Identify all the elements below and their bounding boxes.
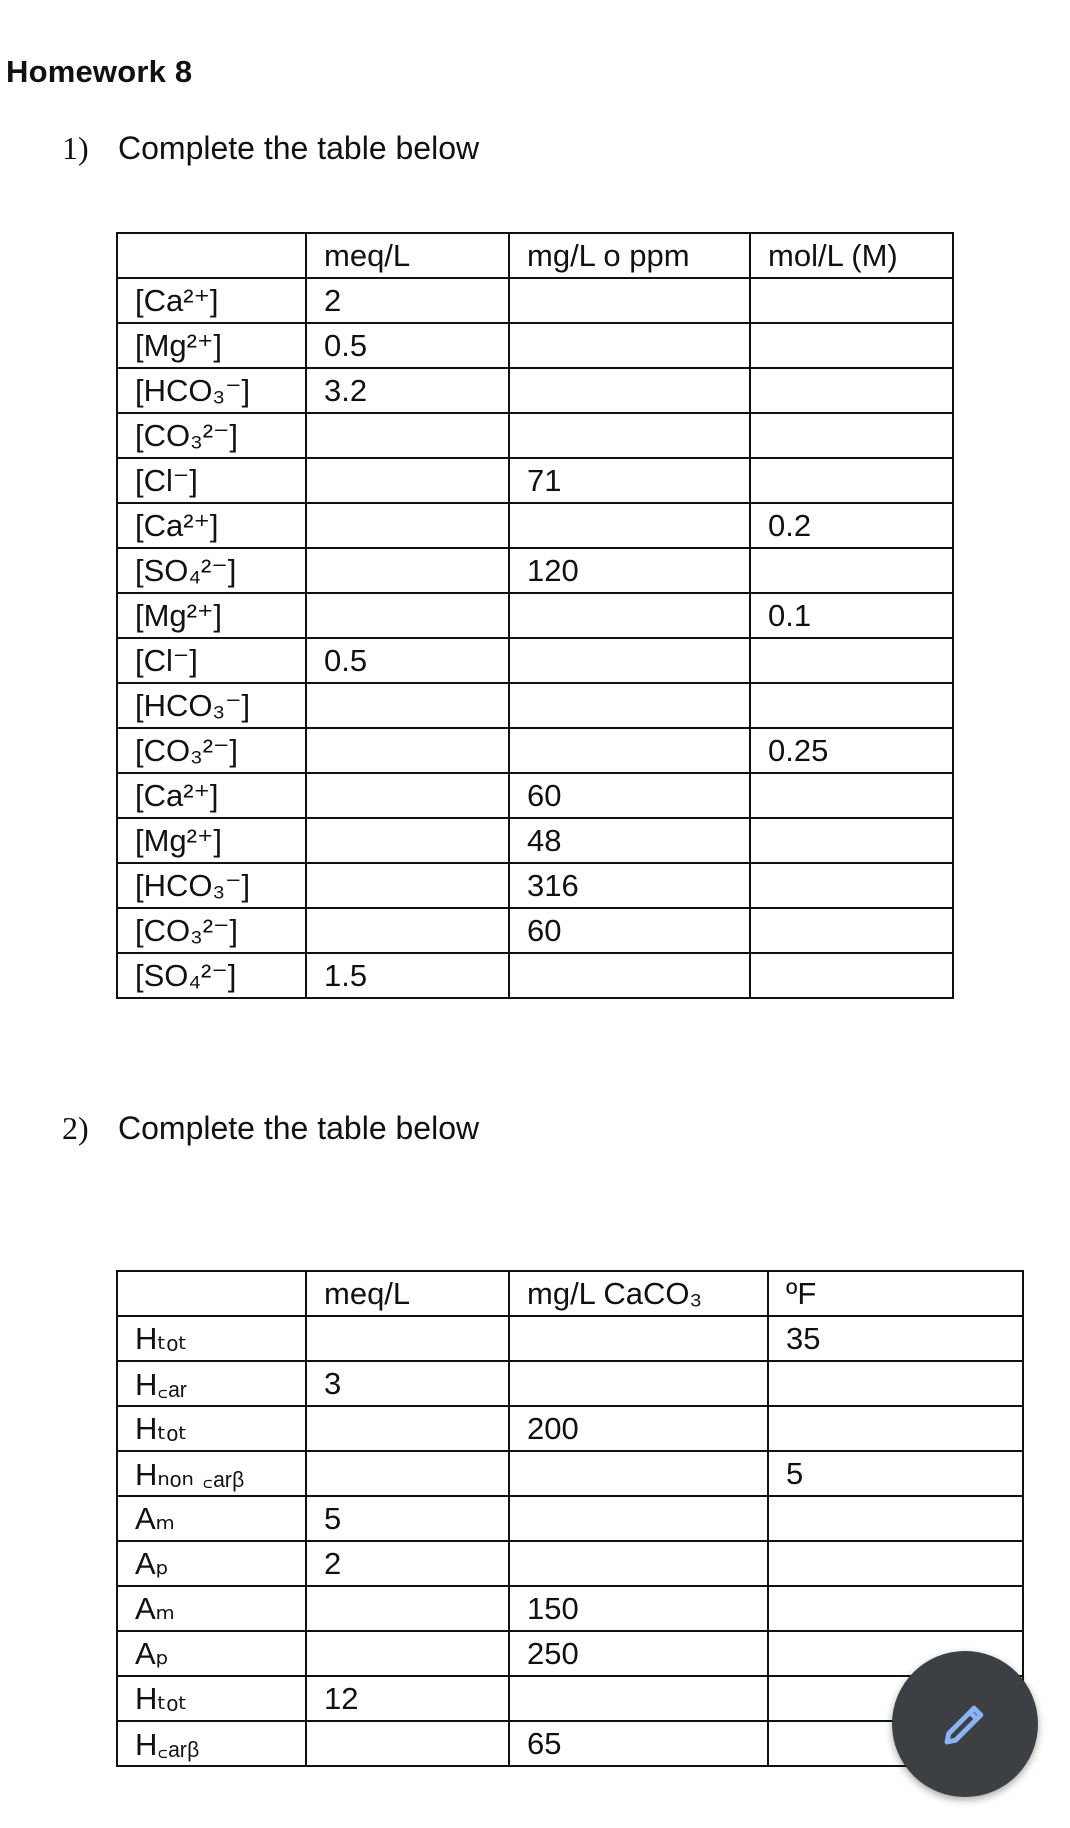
column-header: ºF [768, 1271, 1023, 1316]
table-cell [509, 1451, 768, 1496]
ion-row [117, 593, 953, 638]
table-cell [750, 863, 953, 908]
table-cell: 5 [306, 1496, 509, 1541]
table-cell [306, 1721, 509, 1766]
row-label: [SO₄²⁻] [117, 953, 306, 998]
row-label: [Mg²⁺] [117, 593, 306, 638]
ion-table-body [117, 233, 953, 998]
hardness-row [117, 1451, 1023, 1496]
row-label: H꜀ₐᵣᵦ [117, 1721, 306, 1766]
question-2-heading [62, 1110, 479, 1147]
column-header: mol/L (M) [750, 233, 953, 278]
table-cell: 60 [509, 773, 750, 818]
table-cell: 0.5 [306, 323, 509, 368]
ion-row [117, 683, 953, 728]
table-cell [768, 1496, 1023, 1541]
ion-row [117, 413, 953, 458]
table-cell: 150 [509, 1586, 768, 1631]
table-cell [768, 1586, 1023, 1631]
hardness-row [117, 1541, 1023, 1586]
table-cell: 65 [509, 1721, 768, 1766]
ion-row [117, 728, 953, 773]
ion-row [117, 323, 953, 368]
row-label: [Ca²⁺] [117, 503, 306, 548]
table-cell: 71 [509, 458, 750, 503]
row-label: [CO₃²⁻] [117, 908, 306, 953]
table-cell: 3 [306, 1361, 509, 1406]
column-header: meq/L [306, 233, 509, 278]
hardness-row [117, 1406, 1023, 1451]
table-cell [750, 413, 953, 458]
table-cell [750, 278, 953, 323]
table-cell [509, 1676, 768, 1721]
table-cell [306, 1451, 509, 1496]
table-cell [509, 1361, 768, 1406]
table-cell [306, 818, 509, 863]
table-cell: 48 [509, 818, 750, 863]
table-cell [306, 503, 509, 548]
row-label: [Ca²⁺] [117, 278, 306, 323]
table-cell: 316 [509, 863, 750, 908]
row-label: Hₜₒₜ [117, 1406, 306, 1451]
ion-row [117, 818, 953, 863]
row-label: Hₙₒₙ ꜀ₐᵣᵦ [117, 1451, 306, 1496]
row-label: [Cl⁻] [117, 458, 306, 503]
table-cell [509, 1316, 768, 1361]
document-title: Homework 8 [6, 54, 193, 89]
table-cell [306, 458, 509, 503]
ion-row [117, 548, 953, 593]
row-label: [Cl⁻] [117, 638, 306, 683]
hardness-row [117, 1316, 1023, 1361]
table-cell [509, 1541, 768, 1586]
table-cell [306, 728, 509, 773]
question-1-number: 1) [62, 130, 89, 166]
row-label: [Mg²⁺] [117, 323, 306, 368]
table-cell [509, 593, 750, 638]
table-cell [306, 1316, 509, 1361]
row-label: Aₚ [117, 1631, 306, 1676]
row-label: [CO₃²⁻] [117, 728, 306, 773]
table-cell [509, 638, 750, 683]
row-label: [HCO₃⁻] [117, 863, 306, 908]
table-cell: 250 [509, 1631, 768, 1676]
table-cell: 60 [509, 908, 750, 953]
column-header: meq/L [306, 1271, 509, 1316]
table-cell: 200 [509, 1406, 768, 1451]
table-cell [750, 638, 953, 683]
ion-row [117, 368, 953, 413]
ion-row [117, 278, 953, 323]
table-cell [509, 683, 750, 728]
table-cell [509, 1496, 768, 1541]
table-cell [750, 548, 953, 593]
column-header: mg/L CaCO₃ [509, 1271, 768, 1316]
table-cell [768, 1361, 1023, 1406]
ion-row [117, 773, 953, 818]
header-row [117, 1271, 1023, 1316]
row-label: [CO₃²⁻] [117, 413, 306, 458]
row-label: [Mg²⁺] [117, 818, 306, 863]
column-header [117, 1271, 306, 1316]
row-label: [HCO₃⁻] [117, 368, 306, 413]
edit-fab-button[interactable] [892, 1651, 1038, 1797]
table-cell: 120 [509, 548, 750, 593]
row-label: [HCO₃⁻] [117, 683, 306, 728]
table-cell [306, 683, 509, 728]
table-cell [768, 1406, 1023, 1451]
table-cell [768, 1541, 1023, 1586]
hardness-row [117, 1631, 1023, 1676]
ion-row [117, 863, 953, 908]
table-cell [750, 953, 953, 998]
table-cell [509, 953, 750, 998]
table-cell: 1.5 [306, 953, 509, 998]
hardness-row [117, 1586, 1023, 1631]
question-1-prompt: Complete the table below [118, 130, 480, 166]
table-cell [306, 773, 509, 818]
table-cell: 5 [768, 1451, 1023, 1496]
row-label: Aₘ [117, 1586, 306, 1631]
table-cell [750, 368, 953, 413]
table-cell [306, 413, 509, 458]
table-cell: 12 [306, 1676, 509, 1721]
table-cell [509, 368, 750, 413]
table-cell [750, 683, 953, 728]
row-label: [Ca²⁺] [117, 773, 306, 818]
table-cell [750, 323, 953, 368]
table-cell [750, 773, 953, 818]
table-cell [306, 1631, 509, 1676]
table-cell [750, 458, 953, 503]
column-header [117, 233, 306, 278]
table-cell: 2 [306, 1541, 509, 1586]
row-label: Aₘ [117, 1496, 306, 1541]
table-cell [509, 503, 750, 548]
hardness-row [117, 1676, 1023, 1721]
hardness-row [117, 1496, 1023, 1541]
hardness-row [117, 1721, 1023, 1766]
table-cell: 3.2 [306, 368, 509, 413]
question-1-heading [62, 130, 479, 167]
ion-row [117, 503, 953, 548]
table-cell [306, 863, 509, 908]
table-cell [509, 413, 750, 458]
header-row [117, 233, 953, 278]
column-header: mg/L o ppm [509, 233, 750, 278]
table-cell: 35 [768, 1316, 1023, 1361]
hardness-alkalinity-table [116, 1270, 1024, 1767]
table-cell [509, 278, 750, 323]
table-cell [509, 728, 750, 773]
table-cell [306, 548, 509, 593]
table-cell [306, 1406, 509, 1451]
table-cell: 0.1 [750, 593, 953, 638]
table-cell [750, 818, 953, 863]
table-cell [750, 908, 953, 953]
ion-concentration-table [116, 232, 954, 999]
table-cell [306, 1586, 509, 1631]
table-cell [306, 908, 509, 953]
ion-row [117, 908, 953, 953]
row-label: H꜀ₐᵣ [117, 1361, 306, 1406]
row-label: [SO₄²⁻] [117, 548, 306, 593]
question-2-number: 2) [62, 1110, 89, 1146]
row-label: Aₚ [117, 1541, 306, 1586]
ion-row [117, 458, 953, 503]
question-2-prompt: Complete the table below [118, 1110, 480, 1146]
table-cell: 0.2 [750, 503, 953, 548]
ion-row [117, 953, 953, 998]
hardness-row [117, 1361, 1023, 1406]
table-cell: 0.25 [750, 728, 953, 773]
ion-row [117, 638, 953, 683]
row-label: Hₜₒₜ [117, 1316, 306, 1361]
table-cell [306, 593, 509, 638]
table-cell: 2 [306, 278, 509, 323]
hardness-table-body [117, 1271, 1023, 1766]
table-cell [509, 323, 750, 368]
pencil-icon [938, 1697, 992, 1751]
table-cell: 0.5 [306, 638, 509, 683]
row-label: Hₜₒₜ [117, 1676, 306, 1721]
